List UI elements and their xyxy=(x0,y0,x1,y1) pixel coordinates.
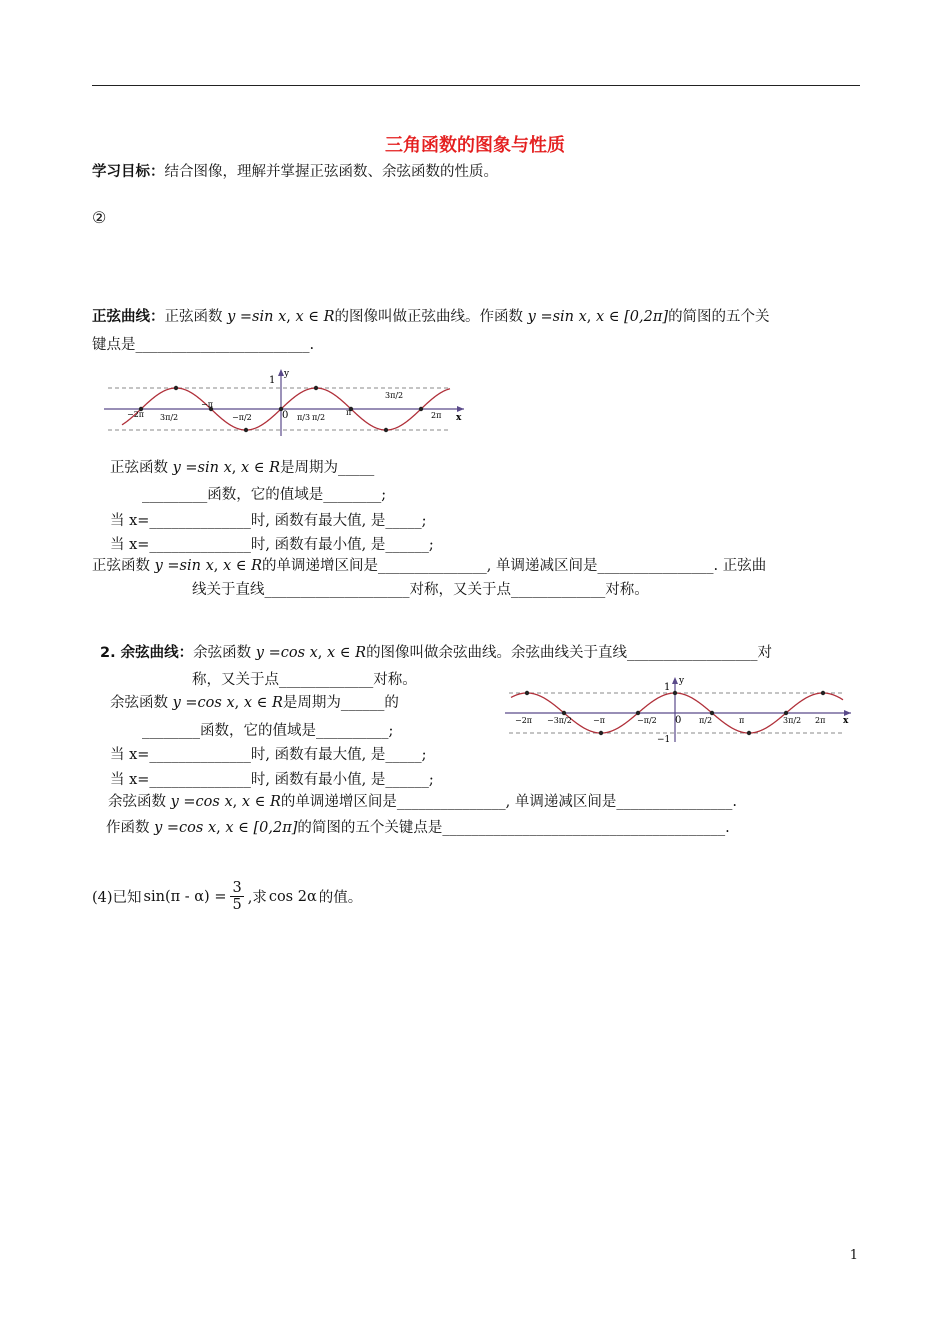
sine-period-domain: x ∈ R xyxy=(240,460,281,476)
sine-mono-func: y =sin x xyxy=(154,558,214,574)
sine-min-line: 当 x=______________时, 函数有最小值, 是______; xyxy=(110,537,434,553)
circled-marker: ② xyxy=(92,208,107,227)
sine-func: y =sin x xyxy=(227,309,287,325)
objective-text: 结合图像，理解并掌握正弦函数、余弦函数的性质。 xyxy=(164,164,498,180)
sine-origin-label: 0 xyxy=(282,410,289,421)
cosine-domain: x ∈ R xyxy=(327,645,367,661)
cosine-range-line: ________函数，它的值域是__________; xyxy=(142,723,394,739)
cosine-intro-b: 的图像叫做余弦曲线。余弦曲线关于直线__________________对 xyxy=(366,645,773,661)
sine-tick-negpi2: −π/2 xyxy=(232,413,252,422)
cosine-period-domain: x ∈ R xyxy=(243,695,283,711)
cosine-mono-domain: x ∈ R xyxy=(241,794,281,810)
sine-tick-neg3pi2: 3π/2 xyxy=(160,413,179,422)
exercise-fraction xyxy=(230,880,243,913)
sine-intro-line: 正弦曲线：正弦函数 y =sin x, x ∈ R的图像叫做正弦曲线。作函数 y =sin x, x ∈ [0,2π]的简图的五个关 xyxy=(92,309,770,325)
cosine-max-line: 当 x=______________时, 函数有最大值, 是_____; xyxy=(110,747,427,763)
sine-period-a: 正弦函数 xyxy=(110,460,168,476)
cosine-mono-b: 的单调递增区间是_______________, 单调递减区间是________________. xyxy=(280,794,737,810)
cosine-draw-a: 作函数 xyxy=(106,820,150,836)
keypoint-dot xyxy=(562,711,566,715)
cosine-graph xyxy=(503,676,858,746)
fraction-numerator: 3 xyxy=(232,880,242,896)
cosine-draw-line: 作函数 y =cos x, x ∈ [0,2π]的简图的五个关键点是_______________________________________. xyxy=(106,820,730,836)
cosine-mono-a: 余弦函数 xyxy=(108,794,166,810)
sine-mono-b: 的单调递增区间是_______________, 单调递减区间是________________. 正弦曲 xyxy=(262,558,767,574)
cosine-y-bottom-label: −1 xyxy=(657,735,671,745)
sine-period-text: 是周期为_____ xyxy=(280,460,375,476)
sine-y-axis-label: y xyxy=(284,369,290,379)
exercise-suffix: ,求 xyxy=(247,890,267,906)
keypoint-dot xyxy=(784,711,788,715)
sine-func-2: y =sin x xyxy=(527,309,587,325)
cosine-period-text: 是周期为______的 xyxy=(282,695,399,711)
cosine-heading: 2. 余弦曲线： xyxy=(100,645,194,661)
fraction-denominator: 5 xyxy=(232,897,242,913)
cosine-tick-pi2: π/2 xyxy=(699,716,713,725)
sine-x-arrow xyxy=(457,406,464,412)
keypoint-dot xyxy=(419,407,423,411)
cosine-func: y =cos x xyxy=(255,645,318,661)
objective-label: 学习目标： xyxy=(92,164,165,180)
cosine-tick-neg3pi2: −3π/2 xyxy=(547,716,572,725)
sine-tick-pi2: π/2 xyxy=(312,413,326,422)
sine-tick-negpi: −π xyxy=(201,400,213,409)
keypoint-dot xyxy=(244,428,248,432)
cosine-intro-line: 2. 余弦曲线：余弦函数 y =cos x, x ∈ R的图像叫做余弦曲线。余弦曲线关于直线__________________对 xyxy=(100,645,773,661)
sine-x-axis-label: x xyxy=(456,413,462,423)
sine-y-top-label: 1 xyxy=(269,375,276,386)
keypoint-dot xyxy=(710,711,714,715)
cosine-y-arrow xyxy=(672,677,678,684)
keypoint-dot xyxy=(673,691,677,695)
page-title: 三角函数的图象与性质 xyxy=(385,135,565,156)
cosine-x-axis-label: x xyxy=(843,716,849,726)
keypoint-dot xyxy=(314,386,318,390)
exercise-4 xyxy=(92,880,362,913)
header-rule xyxy=(92,85,860,86)
cosine-intro-a: 余弦函数 xyxy=(193,645,252,661)
sine-keypoints-line: 键点是________________________. xyxy=(92,337,315,353)
sine-heading: 正弦曲线： xyxy=(92,309,165,325)
sine-mono-domain: x ∈ R xyxy=(222,558,263,574)
sine-graph xyxy=(100,366,472,438)
sine-interval: x ∈ [0,2π] xyxy=(596,309,669,325)
cosine-tick-3pi2: 3π/2 xyxy=(783,716,802,725)
exercise-expr: sin(π - α) = xyxy=(143,888,227,905)
sine-monotonic-line: 正弦函数 y =sin x, x ∈ R的单调递增区间是_______________, 单调递减区间是________________. 正弦曲 xyxy=(92,558,767,574)
cosine-period-func: y =cos x xyxy=(172,695,235,711)
exercise-end: 的值。 xyxy=(318,890,363,906)
page-number: 1 xyxy=(849,1248,858,1263)
sine-intro-c: 的简图的五个关 xyxy=(668,309,770,325)
exercise-prefix: (4)已知 xyxy=(92,890,142,906)
cosine-draw-b: 的简图的五个关键点是_______________________________________. xyxy=(297,820,730,836)
sine-tick-neg2pi: −2π xyxy=(127,410,145,419)
keypoint-dot xyxy=(599,731,603,735)
keypoint-dot xyxy=(821,691,825,695)
cosine-min-line: 当 x=______________时, 函数有最小值, 是______; xyxy=(110,772,434,788)
sine-tick-pi3: π/3 xyxy=(297,413,311,422)
cosine-origin-label: 0 xyxy=(675,715,682,726)
keypoint-dot xyxy=(747,731,751,735)
sine-mono-a: 正弦函数 xyxy=(92,558,150,574)
sine-tick-pi: π xyxy=(346,408,352,417)
cosine-draw-func: y =cos x xyxy=(154,820,217,836)
cosine-draw-interval: x ∈ [0,2π] xyxy=(225,820,298,836)
cosine-monotonic-line: 余弦函数 y =cos x, x ∈ R的单调递增区间是_______________, 单调递减区间是________________. xyxy=(108,794,737,810)
cosine-symmetry-line: 称，又关于点_____________对称。 xyxy=(192,672,417,688)
cosine-tick-2pi: 2π xyxy=(815,716,826,725)
objective-line xyxy=(92,160,498,181)
cosine-mono-func: y =cos x xyxy=(170,794,233,810)
cosine-tick-pi: π xyxy=(739,716,745,725)
keypoint-dot xyxy=(174,386,178,390)
cosine-tick-neg2pi: −2π xyxy=(515,716,533,725)
sine-tick-3pi2: 3π/2 xyxy=(385,391,404,400)
keypoint-dot xyxy=(384,428,388,432)
cosine-period-line: 余弦函数 y =cos x, x ∈ R是周期为______的 xyxy=(110,695,399,711)
cosine-tick-negpi: −π xyxy=(593,716,605,725)
cosine-tick-negpi2: −π/2 xyxy=(637,716,657,725)
keypoint-dot xyxy=(525,691,529,695)
sine-tick-2pi: 2π xyxy=(431,411,442,420)
sine-intro-b: 的图像叫做正弦曲线。作函数 xyxy=(334,309,524,325)
exercise-target: cos 2α xyxy=(268,888,317,905)
cosine-period-a: 余弦函数 xyxy=(110,695,168,711)
cosine-y-axis-label: y xyxy=(679,676,685,686)
sine-intro-a: 正弦函数 xyxy=(164,309,223,325)
sine-range-line: _________函数，它的值域是________; xyxy=(142,487,387,503)
sine-symmetry-line: 线关于直线____________________对称，又关于点_____________对称。 xyxy=(192,582,649,598)
keypoint-dot xyxy=(636,711,640,715)
sine-period-line: 正弦函数 y =sin x, x ∈ R是周期为_____ xyxy=(110,460,375,476)
cosine-y-top-label: 1 xyxy=(664,682,671,693)
sine-period-func: y =sin x xyxy=(172,460,232,476)
sine-max-line: 当 x=______________时, 函数有最大值, 是_____; xyxy=(110,513,427,529)
sine-domain: x ∈ R xyxy=(295,309,335,325)
